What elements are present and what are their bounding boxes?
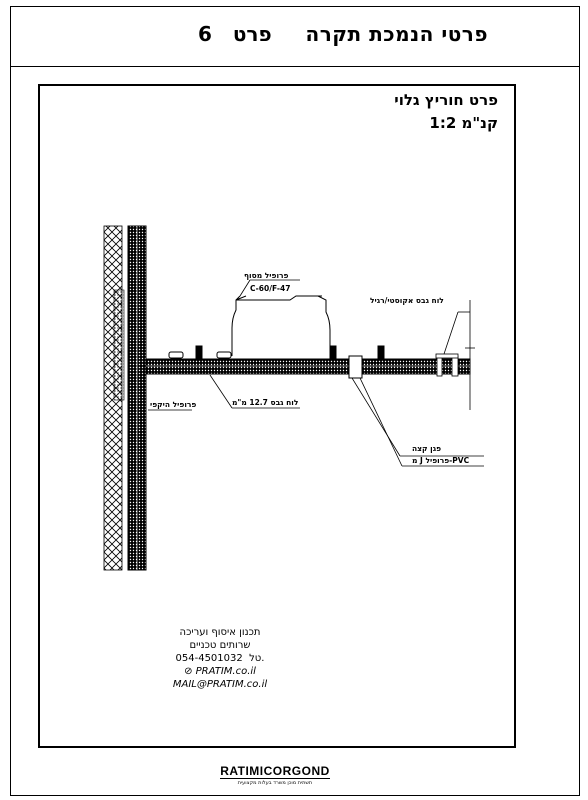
page-title: פרטי הנמכת תקרה bbox=[305, 22, 488, 46]
page-number-label: פרט bbox=[232, 22, 272, 46]
credits-line2: שרותים טכניים bbox=[189, 640, 251, 651]
company-logo bbox=[218, 760, 332, 786]
c-profile-code: C-60/F-47 bbox=[250, 284, 291, 293]
credits-site[interactable]: ⊘ PRATIM.co.il bbox=[184, 666, 256, 677]
ceiling-board bbox=[146, 359, 470, 374]
c-profile-label-heb: פרופיל מסוף bbox=[244, 271, 289, 280]
gypsum-board-label: לוח גבס 12.7 מ"מ bbox=[232, 398, 299, 407]
detail-scale: קנ"מ 1:2 bbox=[429, 114, 498, 132]
detail-title: פרט חוריץ גלוי bbox=[394, 91, 498, 109]
perimeter-profile-label: פרופיל היקפי bbox=[150, 400, 197, 409]
edge-pvc-label: PVC-פרופיל J מ bbox=[412, 456, 470, 465]
logo-text: RATIMICORGOND bbox=[220, 764, 330, 778]
edge-j-profile bbox=[349, 356, 362, 378]
plaster-layer bbox=[114, 290, 124, 400]
logo-subtitle: תשתית מוכן משרד בעלות מקצועית bbox=[237, 780, 313, 786]
phone-label: טל. bbox=[249, 653, 265, 664]
page-number-value: 6 bbox=[198, 22, 212, 46]
site-text[interactable]: PRATIM.co.il bbox=[195, 666, 256, 677]
acoustic-board-label: לוח גבס אקוסטי/רגיל bbox=[370, 296, 444, 305]
credits-block bbox=[150, 626, 290, 691]
credits-line1: תכנון איסוף ועריכה bbox=[179, 627, 261, 638]
edge-label-heb: פגן קצה bbox=[412, 444, 442, 453]
phone-number: 054-4501032 bbox=[175, 653, 243, 664]
credits-phone bbox=[150, 652, 290, 665]
credits-email[interactable]: MAIL@PRATIM.co.il bbox=[172, 679, 268, 690]
